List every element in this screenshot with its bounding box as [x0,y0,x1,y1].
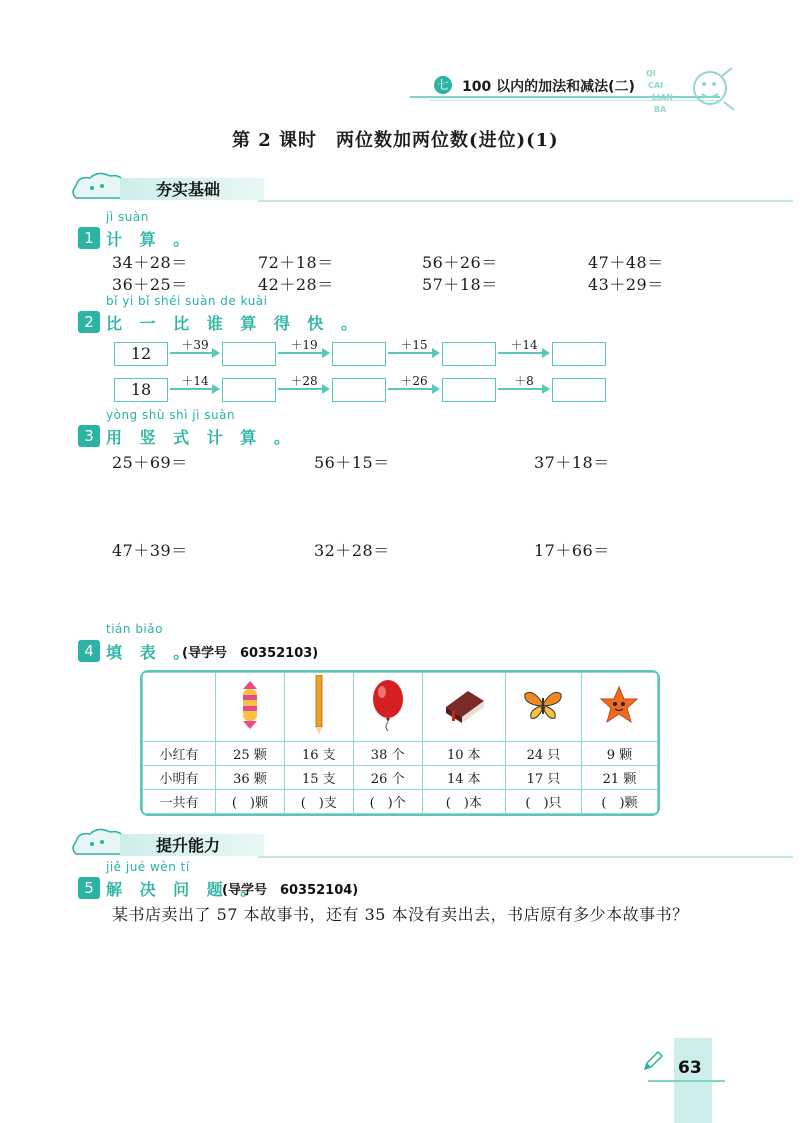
chain-arrow [388,340,440,360]
q1-expr: 57＋18＝ [422,275,498,294]
chain-arrow [170,376,220,396]
chain-arrow [388,376,440,396]
section-title-advanced: 提升能力 [156,836,221,855]
q4-title: 填 表 。 [106,643,196,662]
table-cell: 10 本 [422,742,505,766]
answer-box[interactable] [222,342,276,366]
row-label: 一共有 [143,790,216,814]
section-banner-advanced [68,826,728,862]
unit-title: 100 以内的加法和减法(二) [462,79,635,95]
row-label: 小明有 [143,766,216,790]
q5-problem-text: 某书店卖出了 57 本故事书，还有 35 本没有卖出去，书店原有多少本故事书？ [112,905,689,924]
q2-pinyin: bǐ yi bǐ shéi suàn de kuài [106,294,268,308]
q3-expr: 32＋28＝ [314,541,390,560]
q3-expr: 25＋69＝ [112,453,188,472]
page-number: 63 [678,1058,702,1078]
logo-text-3: LIAN [652,93,673,102]
table-cell: 36 颗 [216,766,285,790]
logo-text-1: QI [646,69,656,78]
answer-cell[interactable]: ( )个 [353,790,422,814]
fill-table [140,670,660,816]
table-cell [216,673,285,742]
section-banner-basic [68,170,728,206]
butterfly-icon [523,688,563,722]
q1-expr: 36＋25＝ [112,275,188,294]
q1-pinyin: jì suàn [106,210,149,224]
table-cell [581,673,657,742]
pencil-icon [313,675,325,735]
q4-pinyin: tián biǎo [106,622,163,636]
chain-arrow [170,340,220,360]
q2-title: 比 一 比 谁 算 得 快 。 [106,314,363,333]
answer-box[interactable] [332,342,386,366]
answer-box[interactable] [552,342,606,366]
q1-expr: 72＋18＝ [258,253,334,272]
chain-arrow [498,376,550,396]
q3-pinyin: yòng shù shì jì suàn [106,408,236,422]
chain-arrow [278,376,330,396]
q3-expr: 47＋39＝ [112,541,188,560]
arrow-label: ＋14 [510,338,538,352]
q2-number: 2 [78,311,100,333]
table-cell [353,673,422,742]
table-image-row [143,673,658,742]
q1-expr: 34＋28＝ [112,253,188,272]
table-cell [284,673,353,742]
arrow-label: ＋8 [514,374,534,388]
answer-box[interactable] [222,378,276,402]
answer-cell[interactable]: ( )颗 [581,790,657,814]
q5-number: 5 [78,877,100,899]
lesson-title: 第 2 课时 两位数加两位数(进位)(1) [232,130,559,151]
pencil-icon [642,1050,664,1072]
table-cell: 21 颗 [581,766,657,790]
table-cell [422,673,505,742]
table-row [143,766,658,790]
answer-box[interactable] [332,378,386,402]
table-corner [143,673,216,742]
section-title-basic: 夯实基础 [156,180,221,199]
unit-badge: 七 [434,76,452,94]
q3-expr: 17＋66＝ [534,541,610,560]
q1-expr: 56＋26＝ [422,253,498,272]
table-cell [505,673,581,742]
page-rule [648,1080,725,1082]
arrow-label: ＋26 [400,374,428,388]
table-row [143,790,658,814]
table-cell: 17 只 [505,766,581,790]
q4-number: 4 [78,640,100,662]
chain-start: 18 [114,378,168,402]
row-label: 小红有 [143,742,216,766]
q3-expr: 37＋18＝ [534,453,610,472]
table-cell: 9 颗 [581,742,657,766]
chain-arrow [498,340,550,360]
banner-line [258,856,793,858]
q5-note: (导学号 60352104) [222,883,359,898]
table-cell: 38 个 [353,742,422,766]
starfish-icon [599,685,639,725]
answer-box[interactable] [442,342,496,366]
table-cell: 16 支 [284,742,353,766]
chain-arrow [278,340,330,360]
banner-line [258,200,793,202]
arrow-label: ＋28 [290,374,318,388]
q4-note: (导学号 60352103) [182,646,319,661]
chain-start: 12 [114,342,168,366]
table-cell: 25 颗 [216,742,285,766]
answer-cell[interactable]: ( )只 [505,790,581,814]
qicailianba-logo [640,54,740,124]
logo-text-2: CAI [648,81,664,90]
table-cell: 24 只 [505,742,581,766]
q3-number: 3 [78,425,100,447]
arrow-label: ＋14 [181,374,209,388]
logo-text-4: BA [654,105,667,114]
answer-box[interactable] [442,378,496,402]
table-row [143,742,658,766]
q3-expr: 56＋15＝ [314,453,390,472]
q3-title: 用 竖 式 计 算 。 [106,428,296,447]
table-cell: 14 本 [422,766,505,790]
candy-icon [237,681,263,729]
table-cell: 26 个 [353,766,422,790]
arrow-label: ＋15 [400,338,428,352]
book-icon [442,685,486,725]
q1-title: 计 算 。 [106,230,196,249]
q1-expr: 42＋28＝ [258,275,334,294]
balloon-icon [370,679,406,731]
arrow-label: ＋19 [290,338,318,352]
q5-title: 解 决 问 题 。 [106,880,263,899]
q1-expr: 43＋29＝ [588,275,664,294]
answer-cell[interactable]: ( )颗 [216,790,285,814]
q1-number: 1 [78,227,100,249]
answer-box[interactable] [552,378,606,402]
arrow-label: ＋39 [181,338,209,352]
answer-cell[interactable]: ( )本 [422,790,505,814]
answer-cell[interactable]: ( )支 [284,790,353,814]
table-cell: 15 支 [284,766,353,790]
q1-expr: 47＋48＝ [588,253,664,272]
q5-pinyin: jiě jué wèn tí [106,860,190,874]
